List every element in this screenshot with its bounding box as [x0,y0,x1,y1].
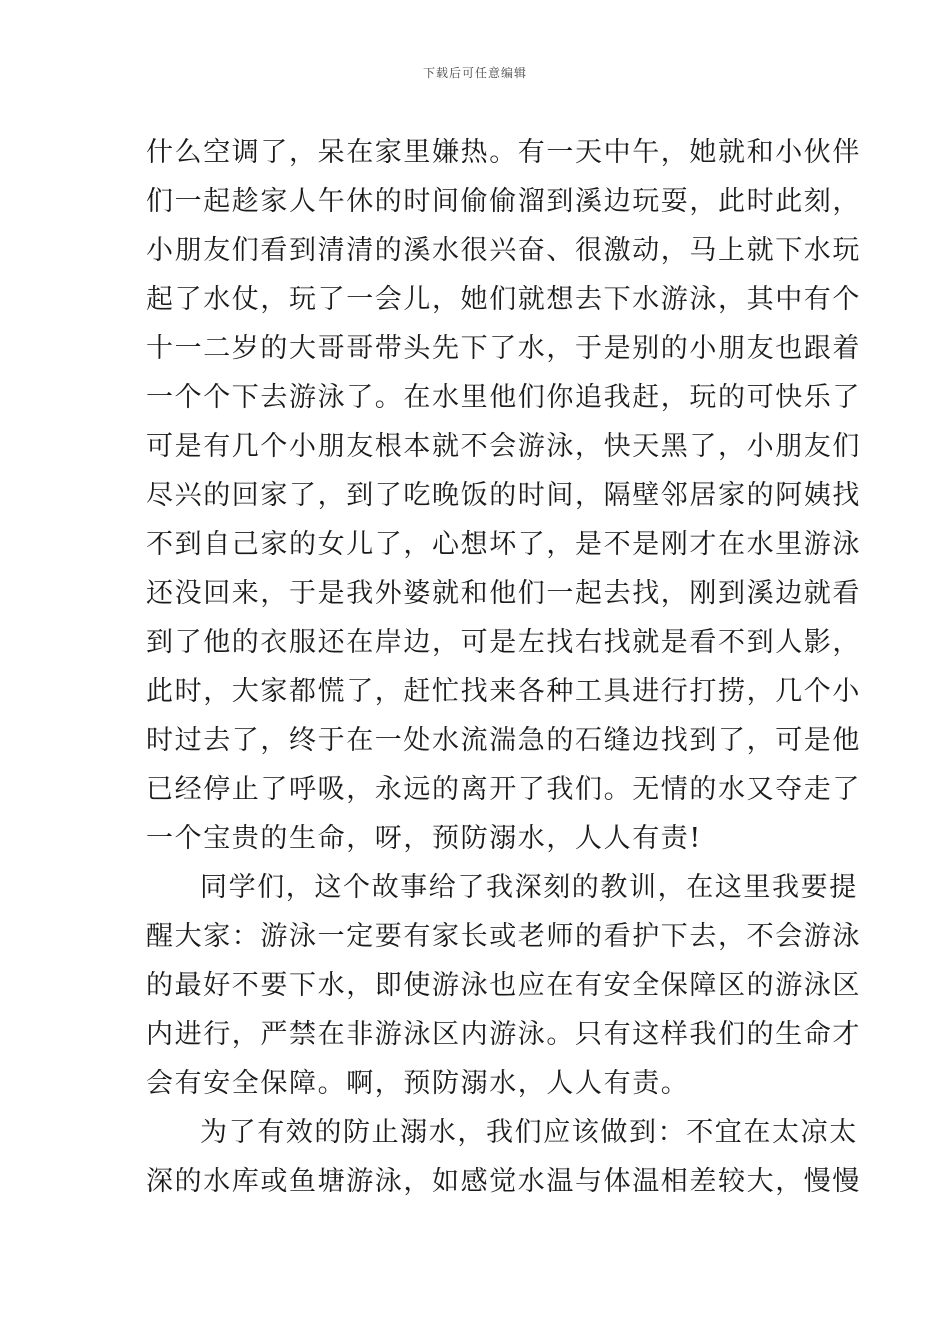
text-line: 小朋友们看到清清的溪水很兴奋、很激动，马上就下水玩 [146,235,861,266]
text-line: 深的水库或鱼塘游泳，如感觉水温与体温相差较大，慢慢 [146,1166,861,1197]
text-line: 起了水仗，玩了一会儿，她们就想去下水游泳，其中有个 [146,284,861,315]
text-line: 已经停止了呼吸，永远的离开了我们。无情的水又夺走了 [146,774,861,805]
text-line: 十一二岁的大哥哥带头先下了水，于是别的小朋友也跟着 [146,333,861,364]
text-line: 还没回来，于是我外婆就和他们一起去找，刚到溪边就看 [146,578,861,609]
body-text [146,128,861,1206]
text-line: 什么空调了，呆在家里嫌热。有一天中午，她就和小伙伴 [146,137,861,168]
text-line: 到了他的衣服还在岸边，可是左找右找就是看不到人影， [146,627,861,658]
paragraph-start-line: 同学们，这个故事给了我深刻的教训，在这里我要提 [200,872,858,903]
text-line: 此时，大家都慌了，赶忙找来各种工具进行打捞，几个小 [146,676,861,707]
text-line: 不到自己家的女儿了，心想坏了，是不是刚才在水里游泳 [146,529,861,560]
text-line: 一个宝贵的生命，呀，预防溺水，人人有责! [146,823,702,854]
header-note: 下载后可任意编辑 [422,66,527,80]
text-line: 内进行，严禁在非游泳区内游泳。只有这样我们的生命才 [146,1019,861,1050]
text-line: 的最好不要下水，即使游泳也应在有安全保障区的游泳区 [146,970,861,1001]
text-line: 醒大家：游泳一定要有家长或老师的看护下去，不会游泳 [146,921,861,952]
text-line: 会有安全保障。啊，预防溺水，人人有责。 [146,1068,690,1099]
text-line: 尽兴的回家了，到了吃晚饭的时间，隔壁邻居家的阿姨找 [146,480,861,511]
text-line: 一个个下去游泳了。在水里他们你追我赶，玩的可快乐了 [146,382,861,413]
text-line: 可是有几个小朋友根本就不会游泳，快天黑了，小朋友们 [146,431,861,462]
text-line: 们一起趁家人午休的时间偷偷溜到溪边玩耍，此时此刻， [146,186,861,217]
text-line: 时过去了，终于在一处水流湍急的石缝边找到了，可是他 [146,725,861,756]
paragraph-start-line: 为了有效的防止溺水，我们应该做到：不宜在太凉太 [200,1117,858,1148]
